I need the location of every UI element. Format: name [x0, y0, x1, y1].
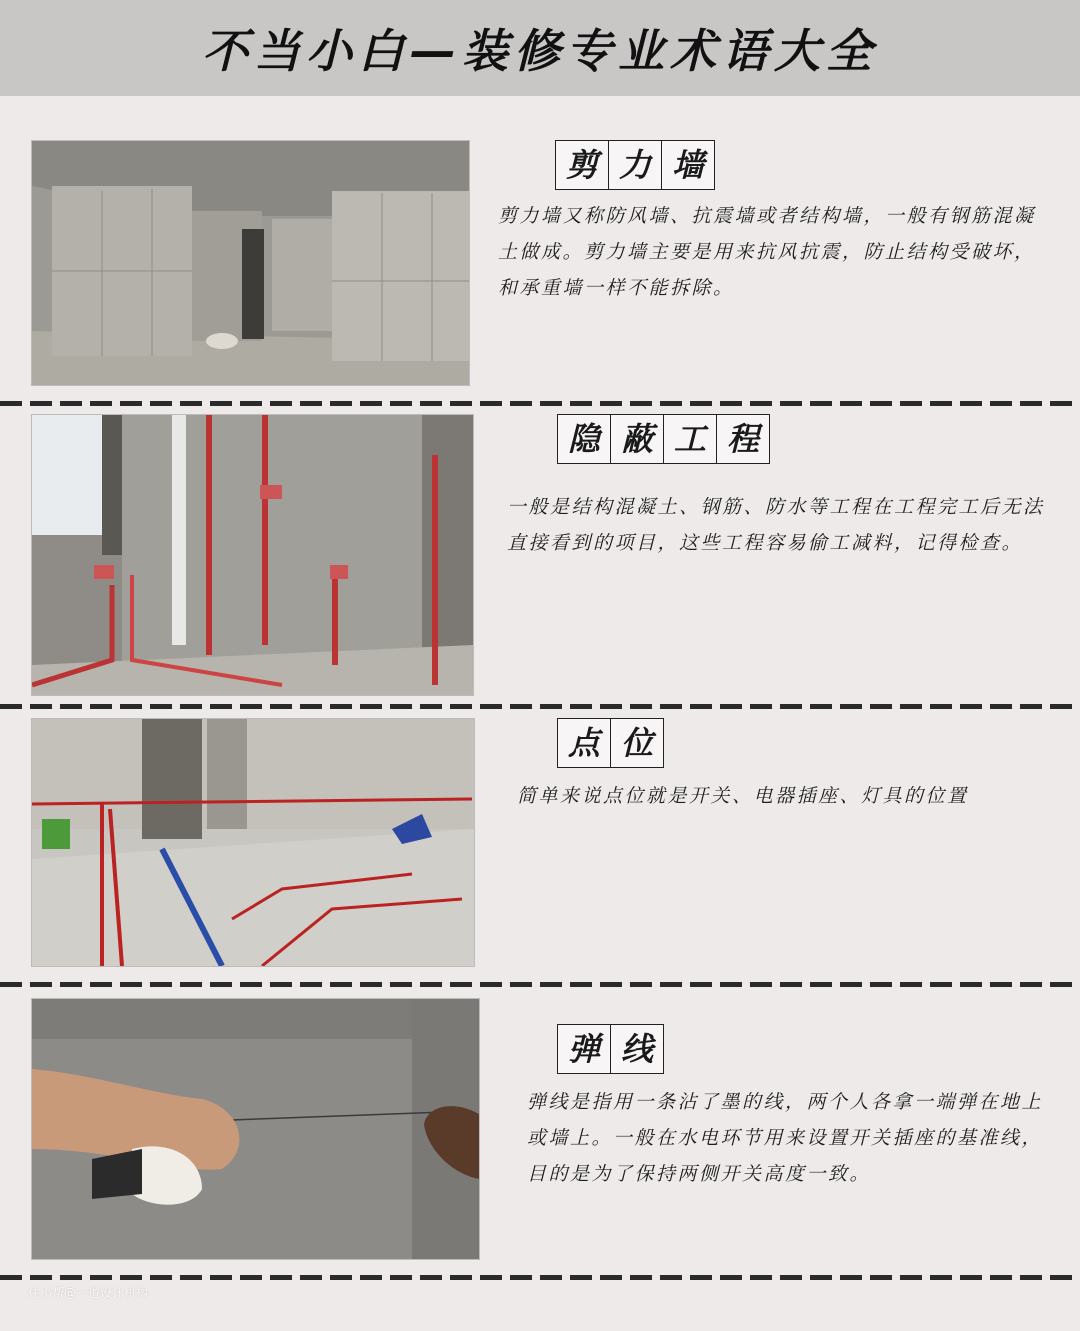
hidden-works-photo	[31, 414, 474, 696]
term-char: 工	[664, 415, 717, 463]
section-divider	[0, 1275, 1080, 1280]
section-divider	[0, 401, 1080, 406]
hidden-works-description: 一般是结构混凝土、钢筋、防水等工程在工程完工后无法直接看到的项目，这些工程容易偷工减料，记得检查。	[507, 496, 1045, 554]
chalk-line-description: 弹线是指用一条沾了墨的线，两个人各拿一端弹在地上或墙上。一般在水电环节用来设置开关插座的基准线，目的是为了保持两侧开关高度一致。	[527, 1091, 1044, 1185]
term-char: 位	[620, 724, 653, 762]
term-points	[557, 718, 664, 768]
section-divider	[0, 982, 1080, 987]
section-divider	[0, 704, 1080, 709]
term-char: 线	[620, 1030, 653, 1068]
term-shear-wall	[555, 140, 715, 190]
page-title: 不当小白—装修专业术语大全	[202, 24, 878, 78]
term-char: 剪	[556, 141, 609, 189]
term-chalk-line	[557, 1024, 664, 1074]
chalk-line-photo	[31, 998, 480, 1260]
watermark: 住小帮@一道设计机构	[28, 1286, 149, 1300]
term-hidden-works	[557, 414, 770, 464]
term-char: 弹	[558, 1025, 611, 1073]
points-description: 简单来说点位就是开关、电器插座、灯具的位置	[517, 785, 969, 807]
page-header	[0, 0, 1080, 96]
term-char: 点	[558, 719, 611, 767]
shear-wall-description: 剪力墙又称防风墙、抗震墙或者结构墙，一般有钢筋混凝土做成。剪力墙主要是用来抗风抗震，防止结构受破坏，和承重墙一样不能拆除。	[498, 205, 1036, 299]
term-char: 程	[726, 420, 759, 458]
term-char: 蔽	[611, 415, 664, 463]
shear-wall-photo	[31, 140, 470, 386]
wiring-points-photo	[31, 718, 475, 967]
term-char: 力	[609, 141, 662, 189]
term-char: 隐	[558, 415, 611, 463]
term-char: 墙	[671, 146, 704, 184]
